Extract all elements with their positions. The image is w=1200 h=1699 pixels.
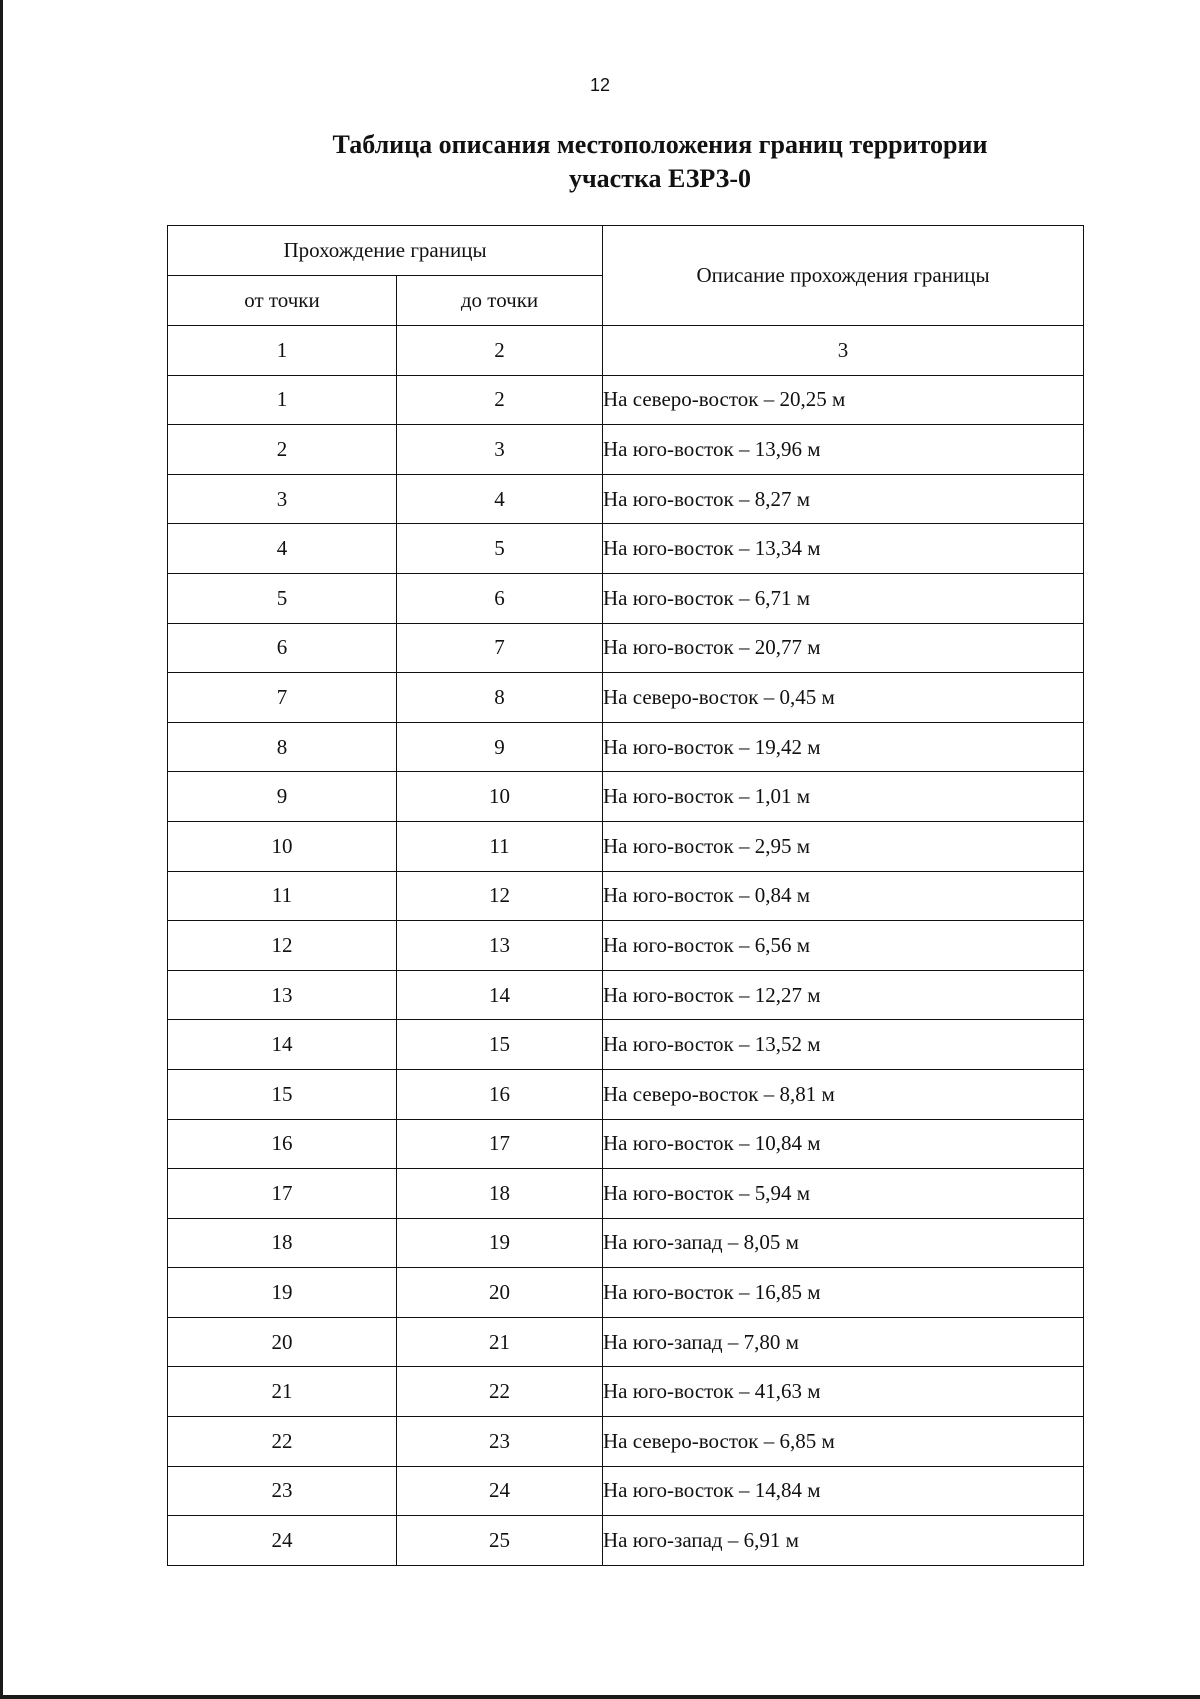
description-cell: На юго-восток – 13,52 м xyxy=(603,1020,1084,1070)
to-point-cell: 10 xyxy=(397,772,603,822)
page-number: 12 xyxy=(589,75,611,95)
from-point-cell: 13 xyxy=(168,970,397,1020)
from-point-cell: 5 xyxy=(168,573,397,623)
to-point-cell: 11 xyxy=(397,821,603,871)
description-cell: На северо-восток – 0,45 м xyxy=(603,673,1084,723)
description-cell: На юго-восток – 0,84 м xyxy=(603,871,1084,921)
from-point-cell: 7 xyxy=(168,673,397,723)
table-row xyxy=(168,375,1084,425)
table-row xyxy=(168,722,1084,772)
from-point-cell: 11 xyxy=(168,871,397,921)
to-point-cell: 6 xyxy=(397,573,603,623)
description-cell: На юго-восток – 10,84 м xyxy=(603,1119,1084,1169)
to-point-cell: 13 xyxy=(397,921,603,971)
to-point-cell: 12 xyxy=(397,871,603,921)
to-point-cell: 2 xyxy=(397,375,603,425)
from-point-cell: 1 xyxy=(168,375,397,425)
table-row xyxy=(168,623,1084,673)
table-row xyxy=(168,1516,1084,1566)
table-row xyxy=(168,970,1084,1020)
table-row xyxy=(168,1218,1084,1268)
table-row xyxy=(168,1417,1084,1467)
to-point-cell: 7 xyxy=(397,623,603,673)
table-row xyxy=(168,1268,1084,1318)
column-number: 2 xyxy=(397,326,603,376)
to-point-cell: 25 xyxy=(397,1516,603,1566)
from-point-cell: 17 xyxy=(168,1169,397,1219)
table-row xyxy=(168,821,1084,871)
table-row xyxy=(168,772,1084,822)
description-cell: На юго-восток – 19,42 м xyxy=(603,722,1084,772)
description-cell: На северо-восток – 20,25 м xyxy=(603,375,1084,425)
description-cell: На юго-восток – 6,56 м xyxy=(603,921,1084,971)
from-point-cell: 16 xyxy=(168,1119,397,1169)
description-cell: На юго-восток – 12,27 м xyxy=(603,970,1084,1020)
description-cell: На юго-восток – 8,27 м xyxy=(603,474,1084,524)
to-point-cell: 3 xyxy=(397,425,603,475)
boundary-table xyxy=(167,225,1084,1566)
table-row xyxy=(168,1119,1084,1169)
to-point-cell: 8 xyxy=(397,673,603,723)
to-point-cell: 17 xyxy=(397,1119,603,1169)
table-row xyxy=(168,1317,1084,1367)
description-cell: На северо-восток – 6,85 м xyxy=(603,1417,1084,1467)
from-point-cell: 10 xyxy=(168,821,397,871)
table-row xyxy=(168,871,1084,921)
table-row xyxy=(168,1069,1084,1119)
from-point-cell: 18 xyxy=(168,1218,397,1268)
description-cell: На юго-запад – 7,80 м xyxy=(603,1317,1084,1367)
column-number: 1 xyxy=(168,326,397,376)
column-number-row xyxy=(168,326,1084,376)
from-point-cell: 4 xyxy=(168,524,397,574)
column-number: 3 xyxy=(603,326,1084,376)
table-row xyxy=(168,474,1084,524)
to-point-cell: 21 xyxy=(397,1317,603,1367)
from-point-cell: 2 xyxy=(168,425,397,475)
table-row xyxy=(168,921,1084,971)
from-point-cell: 3 xyxy=(168,474,397,524)
description-cell: На юго-восток – 41,63 м xyxy=(603,1367,1084,1417)
scan-border-bottom xyxy=(0,1695,1200,1699)
to-point-cell: 19 xyxy=(397,1218,603,1268)
from-point-cell: 24 xyxy=(168,1516,397,1566)
to-point-cell: 5 xyxy=(397,524,603,574)
to-point-cell: 22 xyxy=(397,1367,603,1417)
header-boundary-passage: Прохождение границы xyxy=(168,226,603,276)
to-point-cell: 24 xyxy=(397,1466,603,1516)
header-to-point: до точки xyxy=(397,276,603,326)
table-row xyxy=(168,1466,1084,1516)
description-cell: На юго-восток – 6,71 м xyxy=(603,573,1084,623)
scan-border-left xyxy=(0,0,3,1699)
table-row xyxy=(168,573,1084,623)
table-row xyxy=(168,1020,1084,1070)
from-point-cell: 21 xyxy=(168,1367,397,1417)
description-cell: На юго-восток – 13,34 м xyxy=(603,524,1084,574)
to-point-cell: 4 xyxy=(397,474,603,524)
table-row xyxy=(168,673,1084,723)
table-header xyxy=(168,226,1084,326)
from-point-cell: 6 xyxy=(168,623,397,673)
from-point-cell: 22 xyxy=(168,1417,397,1467)
description-cell: На юго-восток – 16,85 м xyxy=(603,1268,1084,1318)
document-title xyxy=(160,128,1160,196)
from-point-cell: 23 xyxy=(168,1466,397,1516)
header-description: Описание прохождения границы xyxy=(603,226,1084,326)
table-row xyxy=(168,1367,1084,1417)
from-point-cell: 20 xyxy=(168,1317,397,1367)
table-row xyxy=(168,425,1084,475)
from-point-cell: 15 xyxy=(168,1069,397,1119)
to-point-cell: 14 xyxy=(397,970,603,1020)
description-cell: На юго-восток – 13,96 м xyxy=(603,425,1084,475)
description-cell: На юго-запад – 8,05 м xyxy=(603,1218,1084,1268)
to-point-cell: 9 xyxy=(397,722,603,772)
to-point-cell: 15 xyxy=(397,1020,603,1070)
description-cell: На юго-восток – 14,84 м xyxy=(603,1466,1084,1516)
from-point-cell: 8 xyxy=(168,722,397,772)
description-cell: На юго-восток – 5,94 м xyxy=(603,1169,1084,1219)
table-row xyxy=(168,524,1084,574)
description-cell: На юго-восток – 1,01 м xyxy=(603,772,1084,822)
title-line-1: Таблица описания местоположения границ территории xyxy=(332,130,988,159)
to-point-cell: 18 xyxy=(397,1169,603,1219)
to-point-cell: 16 xyxy=(397,1069,603,1119)
description-cell: На юго-восток – 20,77 м xyxy=(603,623,1084,673)
description-cell: На юго-восток – 2,95 м xyxy=(603,821,1084,871)
from-point-cell: 19 xyxy=(168,1268,397,1318)
from-point-cell: 14 xyxy=(168,1020,397,1070)
title-line-2: участка ЕЗРЗ-0 xyxy=(568,164,752,193)
to-point-cell: 23 xyxy=(397,1417,603,1467)
description-cell: На юго-запад – 6,91 м xyxy=(603,1516,1084,1566)
from-point-cell: 9 xyxy=(168,772,397,822)
table-row xyxy=(168,1169,1084,1219)
table-body xyxy=(168,326,1084,1566)
header-from-point: от точки xyxy=(168,276,397,326)
to-point-cell: 20 xyxy=(397,1268,603,1318)
from-point-cell: 12 xyxy=(168,921,397,971)
description-cell: На северо-восток – 8,81 м xyxy=(603,1069,1084,1119)
